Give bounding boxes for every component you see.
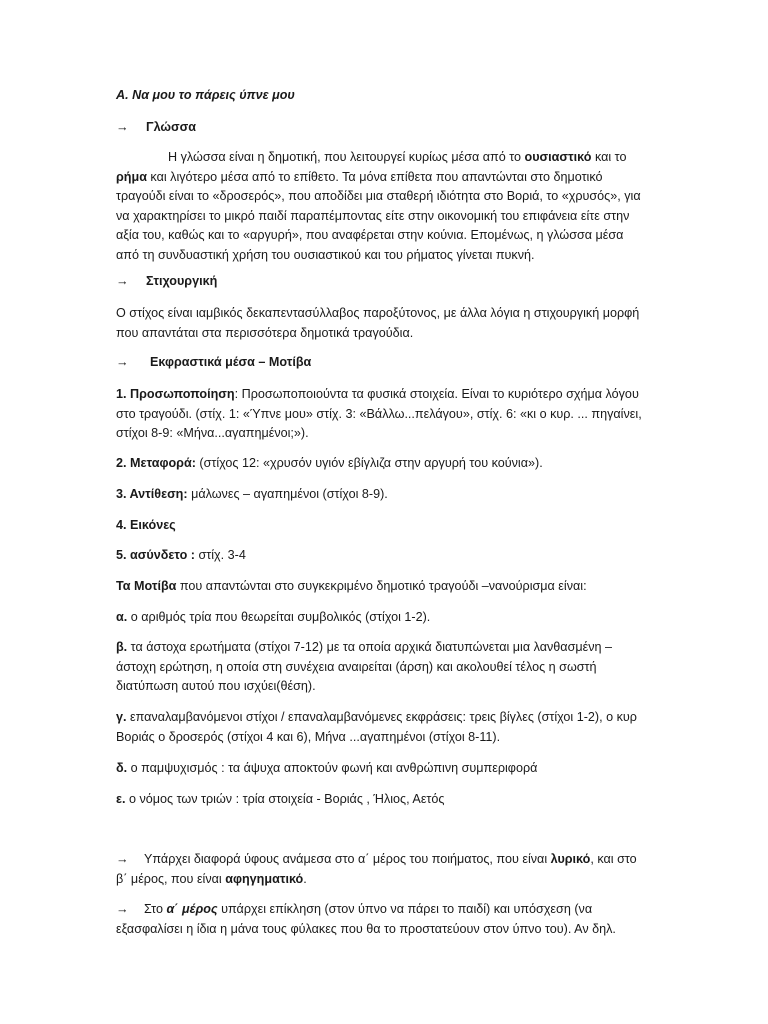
item-label: 4. Εικόνες [116,518,176,532]
text-run: υπάρχει επίκληση (στον ύπνο να πάρει το παιδί) και υπόσχεση (να εξασφαλίσει η ίδια η μάνα τους φύλακες που θα το προστατεύουν στον ύπνο του). Αν δηλ. [116,902,616,936]
arrow-icon: → [116,355,129,369]
list-item [116,485,646,505]
arrow-icon: → [116,902,129,916]
paragraph-stixourgiki: Ο στίχος είναι ιαμβικός δεκαπεντασύλλαβος παροξύτονος, με άλλα λόγια η στιχουργική μορφή που απαντάται στα περισσότερα δημοτικά τραγούδια. [116,306,640,340]
paragraph-motiva-intro [116,577,646,597]
arrow-icon: → [116,852,129,866]
paragraph-yfos [116,850,646,889]
item-label: γ. [116,710,127,724]
section-heading-glossa [116,118,646,138]
item-label: 2. Μεταφορά: [116,456,196,470]
paragraph-glossa [116,148,646,266]
list-item [116,759,646,779]
text-run: Στο [144,902,167,916]
bold-run: ρήμα [116,169,147,184]
list-item [116,454,646,474]
paragraph-meros [116,900,646,939]
item-label: α. [116,610,128,624]
bold-italic-run: α΄ μέρος [166,902,218,916]
item-label: 3. Αντίθεση: [116,487,188,501]
heading-text: Στιχουργική [146,274,218,288]
item-label: ε. [116,792,126,806]
item-text: στίχ. 3-4 [194,548,246,562]
item-text: (στίχος 12: «χρυσόν υγιόν εβίγλιζα στην αργυρή του κούνια»). [195,456,543,470]
item-text: επαναλαμβανόμενοι στίχοι / επαναλαμβανόμενες εκφράσεις: τρεις βίγλες (στίχοι 1-2), ο κυρ Βοριάς ο δροσερός (στίχοι 4 και 6), Μήνα ...αγαπημένοι (στίχοι 8-11). [116,710,637,744]
text-run: και το [591,150,627,164]
item-text: : Προσωποποιούντα τα φυσικά στοιχεία. Είναι το κυριότερο σχήμα λόγου στο τραγούδι. (στίχ. 1: «Ύπνε μου» στίχ. 3: «Βάλλω...πελάγου», στίχ. 6: «κι ο κυρ. ... πηγαίνει, στίχοι 8-9: «Μήνα...αγαπημένοι;»). [116,387,642,441]
document-title: Α. Να μου το πάρεις ύπνε μου [116,88,295,102]
list-item [116,708,646,747]
item-label: β. [116,640,128,654]
arrow-icon: → [116,274,129,288]
bold-run: ουσιαστικό [524,150,592,164]
section-heading-stixourgiki [116,272,646,292]
text-run: . [303,871,307,886]
item-label: δ. [116,761,128,775]
text-run: , και στο β΄ μέρος, που είναι [116,852,637,886]
list-item [116,516,646,536]
list-item [116,546,646,566]
bold-run: λυρικό [550,852,591,866]
text-run: που απαντώνται στο συγκεκριμένο δημοτικό τραγούδι –νανούρισμα είναι: [176,579,587,593]
heading-text: Εκφραστικά μέσα – Μοτίβα [150,355,312,369]
item-text: μάλωνες – αγαπημένοι (στίχοι 8-9). [187,487,388,501]
bold-run: αφηγηματικό [225,871,304,886]
text-run: και λιγότερο μέσα από το επίθετο. Τα μόνα επίθετα που απαντώνται στο δημοτικό τραγούδι είναι το «δροσερός», που αποδίδει μια σταθερή ιδιότητα στο Βοριά, το «χρυσός», για να χαρακτηρίσει το μικρό παιδί παραπέμποντας είτε στην οικονομική του επιφάνεια είτε στην αξία του, καθώς και το «αργυρή», που αναφέρεται στην κούνια. Επομένως, η γλώσσα μέσα από τη συνδυαστική χρήση του ουσιαστικού και του ρήματος γίνεται πυκνή. [116,169,641,262]
text-run: Υπάρχει διαφορά ύφους ανάμεσα στο α΄ μέρος του ποιήματος, που είναι [144,852,551,866]
section-heading-ekfrastika [116,353,646,373]
bold-run: Τα Μοτίβα [116,579,177,593]
list-item [116,638,646,697]
item-label: 1. Προσωποποίηση [116,387,235,401]
item-text: ο αριθμός τρία που θεωρείται συμβολικός (στίχοι 1-2). [127,610,431,624]
list-item [116,608,646,628]
item-text: τα άστοχα ερωτήματα (στίχοι 7-12) με τα οποία αρχικά διατυπώνεται μια λανθασμένη – άστοχη ερώτηση, η οποία στη συνέχεια αναιρείται (άρση) και ακολουθεί τέλος η σωστή διατύπωση αυτού που ισχύει(θέση). [116,640,613,694]
list-item [116,790,646,810]
text-run: Η γλώσσα είναι η δημοτική, που λειτουργεί κυρίως μέσα από το [168,150,525,164]
heading-text: Γλώσσα [146,120,197,134]
item-label: 5. ασύνδετο : [116,548,195,562]
arrow-icon: → [116,120,129,134]
item-text: ο παμψυχισμός : τα άψυχα αποκτούν φωνή και ανθρώπινη συμπεριφορά [127,761,538,775]
item-text: ο νόμος των τριών : τρία στοιχεία - Βοριάς , Ήλιος, Αετός [125,792,445,806]
list-item [116,385,646,444]
